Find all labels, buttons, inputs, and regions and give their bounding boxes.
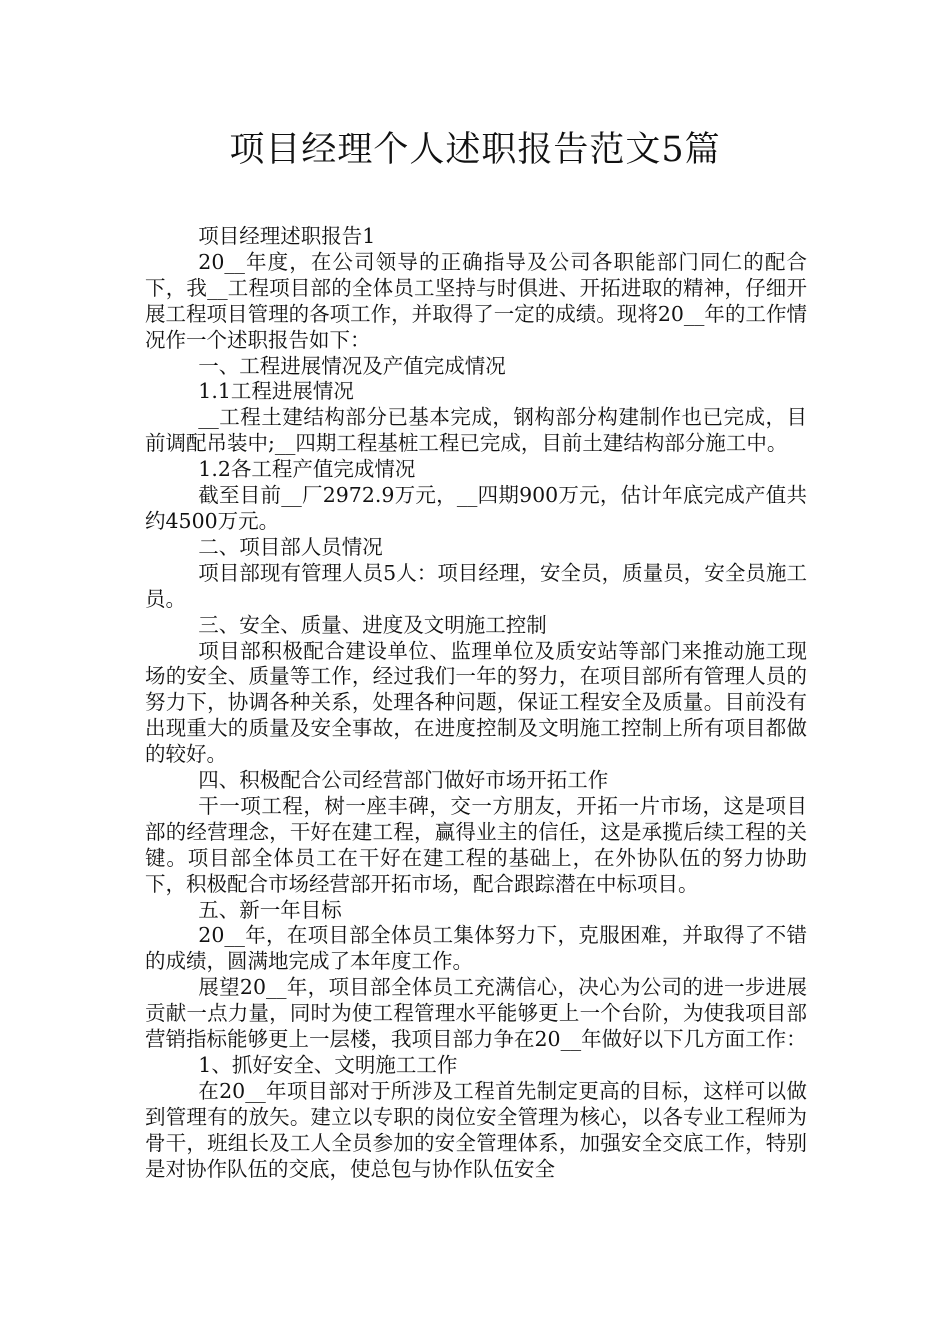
document-title: 项目经理个人述职报告范文5篇 — [229, 130, 721, 170]
subsection-heading: 1.2各工程产值完成情况 — [198, 457, 416, 482]
paragraph: 项目部积极配合建设单位、监理单位及质安站等部门来推动施工现场的安全、质量等工作，经过我们一年的努力，在项目部所有管理人员的努力下，协调各种关系，处理各种问题，保证工程安全及质量。目前没有出现重大的质量及安全事故，在进度控制及文明施工控制上所有项目都做的较好。 — [145, 638, 807, 767]
paragraph: 20__年，在项目部全体员工集体努力下，克服困难，并取得了不错的成绩，圆满地完成了本年度工作。 — [145, 923, 807, 974]
subsection-heading: 1、抓好安全、文明施工工作 — [198, 1053, 458, 1077]
paragraph: 20__年度，在公司领导的正确指导及公司各职能部门同仁的配合下，我__工程项目部的全体员工坚持与时俱进、开拓进取的精神，仔细开展工程项目管理的各项工作，并取得了一定的成绩。现将20__年的工作情况作一个述职报告如下： — [145, 249, 807, 352]
subsection-heading: 1.1工程进展情况 — [198, 379, 354, 404]
paragraph: 截至目前__厂2972.9万元，__四期900万元，估计年底完成产值共约4500万元。 — [145, 483, 807, 533]
paragraph: 干一项工程，树一座丰碑，交一方朋友，开拓一片市场，这是项目部的经营理念，干好在建工程，赢得业主的信任，这是承揽后续工程的关键。项目部全体员工在干好在建工程的基础上，在外协队伍的努力协助下，积极配合市场经营部开拓市场，配合跟踪潜在中标项目。 — [145, 793, 807, 896]
paragraph: 项目部现有管理人员5人：项目经理，安全员，质量员，安全员施工员。 — [145, 560, 807, 611]
paragraph: __工程土建结构部分已基本完成，钢构部分构建制作也已完成，目前调配吊装中;__四期工程基桩工程已完成，目前土建结构部分施工中。 — [145, 405, 807, 456]
paragraph: 在20__年项目部对于所涉及工程首先制定更高的目标，这样可以做到管理有的放矢。建立以专职的岗位安全管理为核心，以各专业工程师为骨干，班组长及工人全员参加的安全管理体系，加强安全交底工作，特别是对协作队伍的交底，使总包与协作队伍安全 — [145, 1078, 807, 1181]
section-heading: 四、积极配合公司经营部门做好市场开拓工作 — [198, 768, 609, 793]
section-heading: 一、工程进展情况及产值完成情况 — [198, 353, 506, 378]
section-heading: 二、项目部人员情况 — [198, 534, 383, 559]
section-heading: 五、新一年目标 — [198, 897, 342, 922]
document-body — [145, 224, 807, 1183]
section-heading: 三、安全、质量、进度及文明施工控制 — [198, 612, 547, 637]
paragraph: 展望20__年，项目部全体员工充满信心，决心为公司的进一步进展贡献一点力量，同时为使工程管理水平能够更上一个台阶，为使我项目部营销指标能够更上一层楼，我项目部力争在20__年做好以下几方面工作： — [145, 975, 807, 1052]
section-heading: 项目经理述职报告1 — [198, 224, 376, 248]
